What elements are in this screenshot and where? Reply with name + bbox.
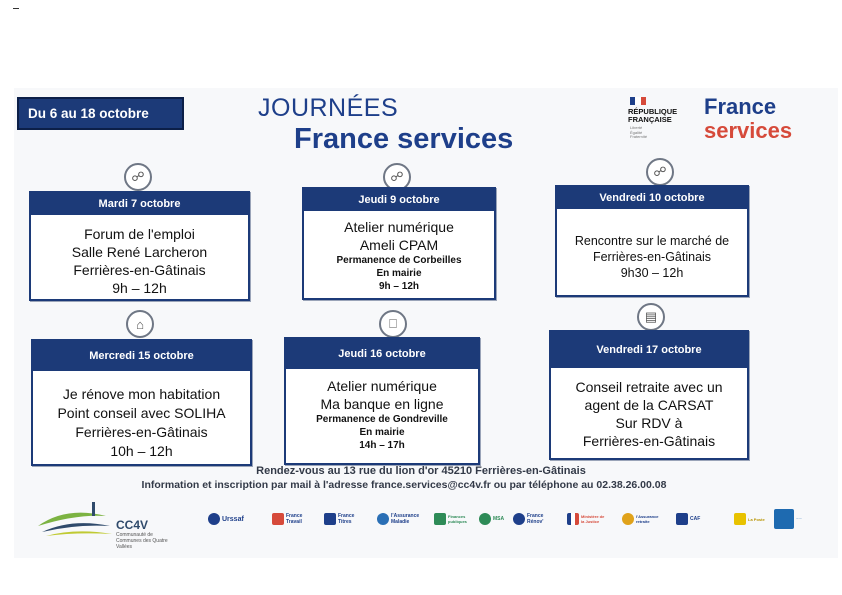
partner-name: l'Assurance Maladie bbox=[391, 513, 420, 525]
handshake-icon: ☍ bbox=[646, 158, 674, 186]
event-line: 9h – 12h bbox=[378, 281, 420, 292]
assurance-retraite-icon bbox=[622, 513, 634, 525]
event-card-6 bbox=[549, 330, 749, 460]
france-services-logo bbox=[704, 95, 792, 143]
partner-logo bbox=[774, 508, 802, 530]
event-line: Permanence de Corbeilles bbox=[336, 255, 462, 266]
partner-logo bbox=[434, 508, 474, 530]
handshake-icon: ☍ bbox=[124, 163, 152, 191]
event-line: Conseil retraite avec un bbox=[575, 379, 723, 395]
republique-francaise-logo bbox=[628, 97, 688, 147]
event-line: Rencontre sur le marché de bbox=[574, 234, 730, 248]
partner-logo bbox=[208, 508, 244, 530]
house-icon: ⌂ bbox=[126, 310, 154, 338]
rf-motto3: Fraternité bbox=[630, 134, 648, 140]
event-line: 9h – 12h bbox=[112, 280, 167, 296]
event-card-3 bbox=[555, 185, 749, 297]
event-card-5 bbox=[284, 337, 480, 465]
partner-name: Ministère de la Justice bbox=[581, 514, 605, 524]
cc4v-subtitle: Communauté de Communes des Quatre Vallées bbox=[116, 532, 168, 550]
partner-logo bbox=[734, 508, 765, 530]
event-line: Point conseil avec SOLIHA bbox=[57, 405, 226, 421]
footer-contact: Information et inscription par mail à l'adresse france.services@cc4v.fr ou par téléphone au 02.38.26.00.08 bbox=[141, 479, 667, 491]
fs-logo-line1: France bbox=[704, 94, 777, 119]
partner-logo bbox=[676, 508, 700, 530]
finances-publiques-icon bbox=[434, 513, 446, 525]
urssaf-icon bbox=[208, 513, 220, 525]
event-line: Forum de l'emploi bbox=[84, 226, 195, 242]
fs-logo-line2: services bbox=[704, 118, 793, 143]
event-line: Ameli CPAM bbox=[359, 237, 439, 253]
partner-logo bbox=[324, 508, 358, 530]
assurance-maladie-icon bbox=[377, 513, 389, 525]
partner-logo bbox=[479, 508, 504, 530]
france-renov-icon bbox=[513, 513, 525, 525]
partner-name: CAF bbox=[690, 516, 701, 522]
event-line: 9h30 – 12h bbox=[620, 266, 684, 280]
event-card-4 bbox=[31, 339, 252, 466]
partner-logo bbox=[567, 508, 607, 530]
partner-name: Urssaf bbox=[222, 515, 244, 523]
partner-name: MSA bbox=[493, 516, 505, 522]
event-day: Mercredi 15 octobre bbox=[33, 341, 250, 371]
msa-icon bbox=[479, 513, 491, 525]
event-line: Ferrières-en-Gâtinais bbox=[75, 424, 208, 440]
partner-logo bbox=[513, 508, 551, 530]
handshake-icon: ☍ bbox=[383, 163, 411, 191]
date-range-text: Du 6 au 18 octobre bbox=[28, 106, 149, 121]
partner-name: Finances publiques bbox=[448, 514, 467, 524]
partner-name: France Titres bbox=[338, 513, 355, 525]
event-line: Je rénove mon habitation bbox=[62, 386, 221, 402]
partner-logo bbox=[272, 508, 306, 530]
event-line: Ma banque en ligne bbox=[320, 396, 444, 412]
document-icon: ▤ bbox=[637, 303, 665, 331]
partner-name: La Poste bbox=[748, 516, 765, 522]
event-card-1 bbox=[29, 191, 250, 301]
rf-line1: RÉPUBLIQUE bbox=[628, 107, 678, 116]
event-line: Sur RDV à bbox=[615, 415, 683, 431]
partner-name: France Travail bbox=[286, 513, 303, 525]
partner-logo bbox=[377, 508, 423, 530]
event-day: Jeudi 16 octobre bbox=[286, 339, 478, 369]
cc4v-name: CC4V bbox=[116, 518, 149, 532]
justice-icon bbox=[567, 513, 579, 525]
agirc-arrco-icon bbox=[774, 509, 794, 529]
france-travail-icon bbox=[272, 513, 284, 525]
event-day: Jeudi 9 octobre bbox=[304, 189, 494, 211]
event-line: En mairie bbox=[359, 427, 405, 438]
title-france-services: France services bbox=[294, 123, 514, 155]
date-range-banner bbox=[17, 97, 184, 130]
event-line: Salle René Larcheron bbox=[71, 244, 208, 260]
la-poste-icon bbox=[734, 513, 746, 525]
rf-line2: FRANÇAISE bbox=[628, 115, 672, 124]
event-line: 14h – 17h bbox=[359, 440, 405, 451]
scan-mark bbox=[13, 8, 19, 9]
france-titres-icon bbox=[324, 513, 336, 525]
rf-motto2: Égalité bbox=[630, 129, 643, 135]
event-line: Permanence de Gondreville bbox=[316, 414, 448, 425]
french-flag-icon bbox=[630, 97, 646, 105]
cc4v-leaf-icon bbox=[36, 500, 116, 540]
cc4v-logo bbox=[36, 500, 176, 550]
event-line: Ferrières-en-Gâtinais bbox=[582, 433, 716, 449]
event-line: Ferrières-en-Gâtinais bbox=[73, 262, 206, 278]
event-day: Vendredi 10 octobre bbox=[557, 187, 747, 209]
event-line: Ferrières-en-Gâtinais bbox=[592, 250, 712, 264]
partner-name: Agirc-Arrco bbox=[796, 518, 802, 520]
event-line: En mairie bbox=[376, 268, 422, 279]
laptop-icon: ⎕ bbox=[379, 310, 407, 338]
partner-logo bbox=[622, 508, 666, 530]
caf-icon bbox=[676, 513, 688, 525]
event-line: 10h – 12h bbox=[110, 443, 173, 459]
event-line: agent de la CARSAT bbox=[584, 397, 714, 413]
event-line: Atelier numérique bbox=[327, 378, 437, 394]
partner-name: France Rénov' bbox=[527, 513, 544, 525]
event-day: Mardi 7 octobre bbox=[31, 193, 248, 215]
event-day: Vendredi 17 octobre bbox=[551, 332, 747, 368]
partner-name: l'Assurance retraite bbox=[636, 514, 659, 524]
rf-motto1: Liberté bbox=[630, 125, 643, 130]
event-line: Atelier numérique bbox=[344, 219, 454, 235]
title-journees: JOURNÉES bbox=[258, 94, 399, 122]
event-card-2 bbox=[302, 187, 496, 300]
footer-address: Rendez-vous au 13 rue du lion d'or 45210 Ferrières-en-Gâtinais bbox=[256, 465, 586, 477]
